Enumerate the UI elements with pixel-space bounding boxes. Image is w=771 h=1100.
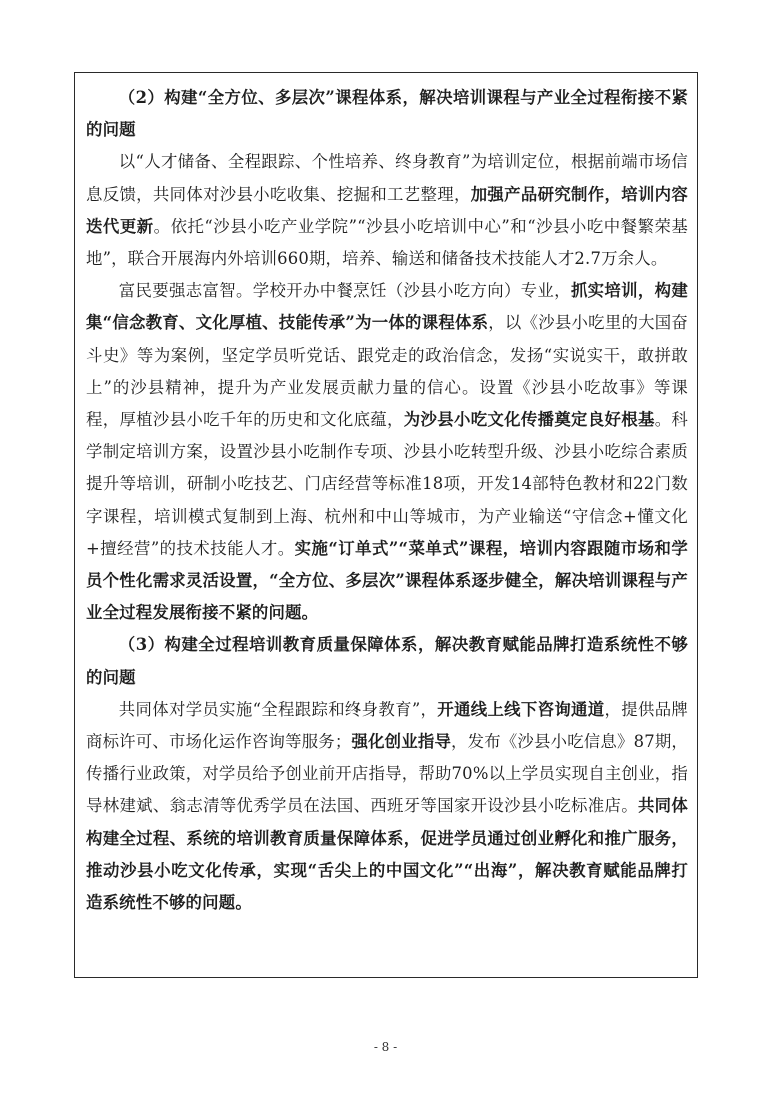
text-run: 。科学制定培训方案，设置沙县小吃制作专项、沙县小吃转型升级、沙县小吃综合素质提升等培训，研制小吃技艺、门店经营等标准18项，开发14部特色教材和22门数字课程，培训模式复制到上海、杭州和中山等城市，为产业输送“守信念+懂文化+擅经营”的技术技能人才。 xyxy=(86,410,689,558)
text-run: 。依托“沙县小吃产业学院”“沙县小吃培训中心”和“沙县小吃中餐繁荣基地”，联合开展海内外培训660期，培养、输送和储备技术技能人才2.7万余人。 xyxy=(86,216,688,269)
text-run: 共同体对学员实施“全程跟踪和终身教育”， xyxy=(118,699,438,719)
text-run: ，发布《沙县小吃信息》87期，传播行业政策，对学员给予创业前开店指导，帮助70%以上学员实现自主创业，指导林建斌、翁志清等优秀学员在法国、西班牙等国家开设沙县小吃标准店。 xyxy=(86,732,689,816)
section-2-heading: （2）构建“全方位、多层次”课程体系，解决培训课程与产业全过程衔接不紧的问题 xyxy=(86,88,688,140)
section-3-paragraph-1 xyxy=(86,694,688,919)
bold-run: 实施“订单式”“菜单式”课程，培训内容跟随市场和学员个性化需求灵活设置，“全方位、多层次”课程体系逐步健全，解决培训课程与产业全过程发展衔接不紧的问题。 xyxy=(86,538,688,623)
text-run: ，以《沙县小吃里的大国奋斗史》等为案例，坚定学员听党话、跟党走的政治信念，发扬“实说实干，敢拼敢上”的沙县精神，提升为产业发展贡献力量的信心。设置《沙县小吃故事》等课程，厚植沙县小吃千年的历史和文化底蕴， xyxy=(86,313,688,430)
text-run: ，提供品牌商标许可、市场化运作咨询等服务； xyxy=(86,699,689,752)
section-3-heading: （3）构建全过程培训教育质量保障体系，解决教育赋能品牌打造系统性不够的问题 xyxy=(86,635,688,687)
section-2-paragraph-2 xyxy=(86,275,688,629)
bold-run: 抓实培训，构建集“信念教育、文化厚植、技能传承”为一体的课程体系 xyxy=(86,281,689,333)
document-body xyxy=(86,82,688,919)
page-number: - 8 - xyxy=(373,1040,398,1054)
bold-run: 开通线上线下咨询通道 xyxy=(437,699,605,719)
text-run: 以“人才储备、全程跟踪、个性培养、终身教育”为培训定位，根据前端市场信息反馈，共同体对沙县小吃收集、挖掘和工艺整理， xyxy=(86,152,688,204)
bold-run: 强化创业指导 xyxy=(351,732,452,752)
bold-run: 为沙县小吃文化传播奠定良好根基 xyxy=(403,410,655,430)
section-2-paragraph-1 xyxy=(86,146,688,275)
text-run: 富民要强志富智。学校开办中餐烹饪（沙县小吃方向）专业， xyxy=(118,281,571,301)
bold-run: 共同体构建全过程、系统的培训教育质量保障体系，促进学员通过创业孵化和推广服务，推动沙县小吃文化传承，实现“舌尖上的中国文化”“出海”，解决教育赋能品牌打造系统性不够的问题。 xyxy=(86,796,688,913)
bold-run: 加强产品研究制作，培训内容迭代更新 xyxy=(86,184,688,236)
